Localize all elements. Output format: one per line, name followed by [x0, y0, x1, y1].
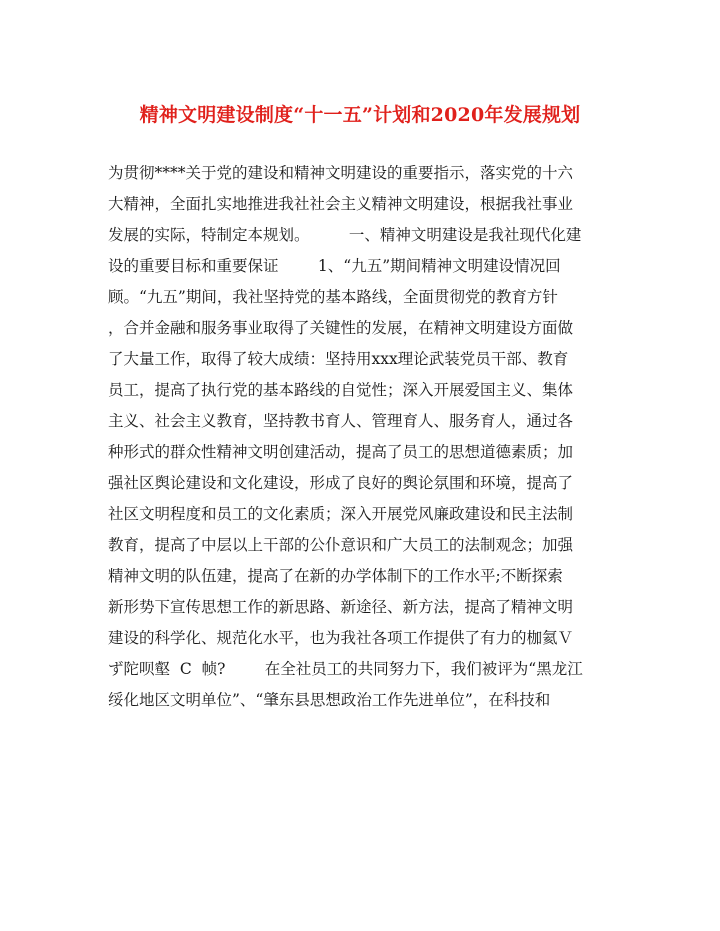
body-line: 精神文明的队伍建，提高了在新的办学体制下的工作水平;不断探索: [108, 567, 563, 585]
body-line: 绥化地区文明单位”、“肇东县思想政治工作先进单位”，在科技和: [108, 691, 551, 709]
body-line: 社区文明程度和员工的文化素质；深入开展党风廉政建设和民主法制: [108, 505, 574, 523]
body-line: 了大量工作，取得了较大成绩：坚持用xxx理论武装党员干部、教育: [108, 350, 569, 368]
body-line: 顾。“九五”期间，我社坚持党的基本路线，全面贯彻党的教育方针: [108, 288, 558, 306]
body-line: 发展的实际，特制定本规划。 一、精神文明建设是我社现代化建: [108, 226, 582, 244]
body-line: 为贯彻****关于党的建设和精神文明建设的重要指示，落实党的十六: [108, 164, 574, 182]
body-line: 设的重要目标和重要保证 1、“九五”期间精神文明建设情况回: [108, 257, 561, 275]
body-line: 种形式的群众性精神文明创建活动，提高了员工的思想道德素质；加: [108, 443, 574, 461]
body-line: 新形势下宣传思想工作的新思路、新途径、新方法，提高了精神文明: [108, 598, 574, 616]
body-line: ず陀呗壑 C 帧? 在全社员工的共同努力下，我们被评为“黑龙江: [108, 660, 583, 678]
document-body: [108, 158, 628, 716]
body-line: 教育，提高了中层以上干部的公仆意识和广大员工的法制观念；加强: [108, 536, 574, 554]
body-line: 主义、社会主义教育，坚持教书育人、管理育人、服务育人，通过各: [108, 412, 574, 430]
body-line: 建设的科学化、规范化水平，也为我社各项工作提供了有力的枷氦Ｖ: [108, 629, 574, 647]
body-line: ，合并金融和服务事业取得了关键性的发展，在精神文明建设方面做: [108, 319, 574, 337]
body-line: 强社区舆论建设和文化建设，形成了良好的舆论氛围和环境，提高了: [108, 474, 574, 492]
document-title: 精神文明建设制度“十一五”计划和2020年发展规划: [139, 104, 581, 126]
body-line: 大精神，全面扎实地推进我社社会主义精神文明建设，根据我社事业: [108, 195, 574, 213]
body-line: 员工，提高了执行党的基本路线的自觉性；深入开展爱国主义、集体: [108, 381, 574, 399]
